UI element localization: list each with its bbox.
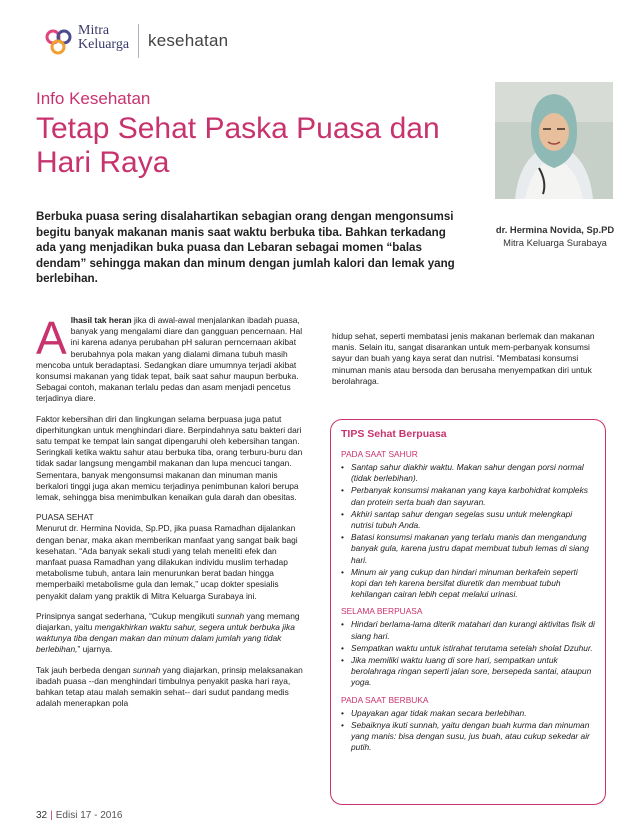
tips-box xyxy=(330,419,606,805)
author-affiliation: Mitra Keluarga Surabaya xyxy=(503,237,607,248)
p5-part-b: sunnah xyxy=(132,664,161,675)
list-item: • Batasi konsumsi makanan yang terlalu manis dan mengandung banyak gula, karena justru dapat membuat tubuh lemas di siang hari. xyxy=(341,532,595,566)
mitra-keluarga-logo-icon xyxy=(44,27,74,57)
p5-part-c: yang diajarkan, prinsip melaksanakan ibadah puasa --dan menghindari timbulnya penyakit paska hari raya, bahkan tetap atau malah semakin sehat-- dari sudut pandang medis adalah menerapkan pola xyxy=(36,664,303,709)
article-kicker: Info Kesehatan xyxy=(36,89,151,108)
page-number: 32 xyxy=(36,810,48,821)
page-footer xyxy=(36,810,122,821)
paragraph-4 xyxy=(36,611,308,656)
tips-list-berpuasa xyxy=(341,619,595,688)
author-caption xyxy=(482,223,628,249)
paragraph-5 xyxy=(36,665,308,710)
list-item: • Sempatkan waktu untuk istirahat terutama setelah sholat Dzuhur. xyxy=(341,643,595,654)
author-name: dr. Hermina Novida, Sp.PD xyxy=(495,224,615,235)
list-item: • Jika memiliki waktu luang di sore hari, sempatkan untuk berolahraga ringan seperti jalan sore, bersepeda santai, ataupun yoga. xyxy=(341,655,595,689)
tips-heading-berbuka: PADA SAAT BERBUKA xyxy=(341,694,429,705)
brand-line1: Mitra xyxy=(78,23,110,38)
list-item: • Perbanyak konsumsi makanan yang kaya karbohidrat kompleks dan protein serta buah dan sayuran. xyxy=(341,485,595,507)
article-title: Tetap Sehat Paska Puasa dan Hari Raya xyxy=(36,112,440,179)
edition-label: Edisi 17 - 2016 xyxy=(55,810,123,821)
footer-divider: | xyxy=(50,810,53,821)
body-column-2 xyxy=(332,331,604,396)
intro-text: jika di awal-awal menjalankan ibadah puasa, banyak yang mengalami diare dan gangguan pencernaan. Hal ini karena adanya perubahan pH saluran perncernaan akibat berubahnya pola makan yang dialami dimana tubuh masih mencoba untuk beradaptasi. Sedangkan diare umumnya terjadi akibat konsumsi makanan yang tidak tepat, baik saat sahur maupun berbuka. Sebagai contoh, makanan terlalu pedas dan asam menjadi pencetus terjadinya diare. xyxy=(36,315,303,404)
p4-part-b: sunnah xyxy=(216,610,245,621)
header-divider xyxy=(138,24,139,58)
drop-cap: A xyxy=(36,312,67,364)
section-label: kesehatan xyxy=(148,31,229,50)
author-photo xyxy=(495,82,613,199)
intro-emphasis: lhasil tak heran xyxy=(70,315,132,325)
tips-heading-berpuasa: SELAMA BERPUASA xyxy=(341,606,423,617)
tips-list-berbuka xyxy=(341,708,595,754)
body-column-1 xyxy=(36,312,308,719)
list-item: • Santap sahur diakhir waktu. Makan sahur dengan porsi normal (tidak berlebihan). xyxy=(341,462,595,484)
tips-heading-sahur: PADA SAAT SAHUR xyxy=(341,449,418,459)
paragraph-6: hidup sehat, seperti membatasi jenis makanan berlemak dan makanan manis. Selain itu, sangat disarankan untuk mem-perbanyak konsumsi sayur dan buah yang kaya serat dan nutrisi. “Membatasi konsumsi minuman manis atau bersoda dan berusaha menyempatkan diri untuk berolahraga. xyxy=(332,331,595,386)
list-item: • Akhiri santap sahur dengan segelas susu untuk melengkapi nutrisi tubuh Anda. xyxy=(341,509,595,531)
list-item: • Upayakan agar tidak makan secara berlebihan. xyxy=(341,708,595,719)
brand-line2: Keluarga xyxy=(78,37,130,52)
paragraph-3 xyxy=(36,512,308,602)
brand-name xyxy=(78,24,129,52)
subheading-puasa-sehat: PUASA SEHAT xyxy=(36,512,94,523)
tips-list-sahur xyxy=(341,462,595,600)
p5-part-a: Tak jauh berbeda dengan xyxy=(36,664,133,675)
list-item: • Sebaiknya ikuti sunnah, yaitu dengan buah kurma dan minuman yang manis: bisa dengan susu, jus buah, atau cukup sekedar air putih. xyxy=(341,720,595,754)
paragraph-2: Faktor kebersihan diri dan lingkungan selama berpuasa juga patut diperhitungkan untuk menghindari diare. Berpindahnya satu bakteri dari satu tempat ke tempat lain sangat dipengaruhi oleh kebersihan tangan. Seringkali ketika waktu sahur atau berbuka tiba, orang terburu-buru dan tidak sadar langsung mengambil makanan dan lupa mencuci tangan. Sementara, banyak mengonsumsi makanan dan minuman manis berkalori tinggi juga akan memicu terjadinya penimbunan kalori berupa lemak, sehingga bisa menimbulkan kenaikan gula darah dan obesitas. xyxy=(36,413,303,503)
list-item: • Minum air yang cukup dan hindari minuman berkafein seperti kopi dan teh karena bersifat diuretik dan membuat tubuh kehilangan cairan lebih cepat melalui urinasi. xyxy=(341,567,595,601)
list-item: • Hindari berlama-lama diterik matahari dan kurangi aktivitas fisik di siang hari. xyxy=(341,619,595,641)
article-lead: Berbuka puasa sering disalahartikan sebagian orang dengan mengonsumsi begitu banyak makanan manis saat waktu berbuka tiba. Bahkan terkadang ada yang menjadikan buka puasa dan Lebaran sebagai momen “balas dendam” sehingga makan dan minum dengan jumlah kalori dan lemak yang berlebihan. xyxy=(36,210,455,286)
p4-part-e: ” ujarnya. xyxy=(77,644,113,655)
p4-part-d: mengakhirkan waktu sahur, segera untuk berbuka jika waktunya tiba dengan makan dan minum dalam jumlah yang tidak berlebihan, xyxy=(36,622,295,655)
paragraph-1 xyxy=(36,312,308,405)
p4-part-a: Prinsipnya sangat sederhana, “Cukup mengikuti xyxy=(36,610,217,621)
tips-title: TIPS Sehat Berpuasa xyxy=(341,428,447,440)
paragraph-3-text: Menurut dr. Hermina Novida, Sp.PD, jika puasa Ramadhan dijalankan dengan benar, maka akan memberikan manfaat yang sangat baik bagi kesehatan. “Ada banyak sekali studi yang telah meneliti efek dan manfaat puasa Ramadhan yang dilakukan individu muslim terhadap metabolisme tubuh, antara lain menurunkan berat badan hingga memperbaiki metabolisme gula dan lemak,” ucap dokter spesialis penyakit dalam yang praktik di Mitra Keluarga Surabaya ini. xyxy=(36,523,298,601)
p4-part-c: yang memang diajarkan, yaitu xyxy=(36,610,300,633)
